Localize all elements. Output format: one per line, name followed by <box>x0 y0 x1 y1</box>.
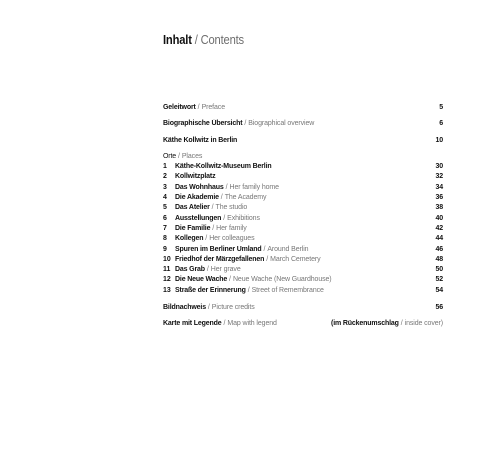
toc-entry-place[interactable]: 3 Das Wohnhaus / Her family home 34 <box>163 183 443 193</box>
entry-number: 6 <box>163 214 167 222</box>
entry-title-de: Käthe-Kollwitz-Museum Berlin <box>175 163 272 171</box>
entry-title-de: Kollwitzplatz <box>175 173 216 181</box>
entry-number: 10 <box>163 255 171 263</box>
entry-title-en: Picture credits <box>211 303 255 311</box>
page-number: 34 <box>435 183 443 191</box>
entry-title-de: Das Grab <box>175 266 205 274</box>
toc-entry-place[interactable]: 8 Kollegen / Her colleagues 44 <box>163 234 443 244</box>
entry-number: 3 <box>163 183 167 191</box>
page-number: 56 <box>435 303 443 311</box>
page-number: 54 <box>435 286 443 294</box>
toc-entry-place[interactable]: 4 Die Akademie / The Academy 36 <box>163 193 443 203</box>
entry-title-en: Map with legend <box>227 319 277 327</box>
entry-title-de: Geleitwort <box>163 104 196 111</box>
entry-title-de: Biographische Übersicht <box>163 120 243 128</box>
entry-title-en: Her family home <box>229 183 279 191</box>
toc-entry-place[interactable]: 5 Das Atelier / The studio 38 <box>163 203 443 213</box>
page-number: 6 <box>439 120 443 128</box>
toc-entry-place[interactable]: 10 Friedhof der Märzgefallenen / March Cemetery 48 <box>163 255 443 265</box>
page-reference-en: inside cover) <box>404 319 443 327</box>
entry-number: 1 <box>163 163 167 171</box>
entry-title-de: Käthe Kollwitz in Berlin <box>163 136 238 144</box>
page-number: 42 <box>435 224 443 232</box>
entry-title-de: Ausstellungen <box>175 214 222 222</box>
page-number: 10 <box>435 136 443 144</box>
entry-title-en: Neue Wache (New Guardhouse) <box>232 276 332 284</box>
entry-title-en: Biographical overview <box>248 120 315 128</box>
entry-number: 7 <box>163 224 167 232</box>
entry-number: 12 <box>163 276 171 284</box>
page-number: 40 <box>435 214 443 222</box>
entry-title-en: Street of Remembrance <box>251 286 324 294</box>
page-number: 52 <box>435 276 443 284</box>
toc-entry-place[interactable] <box>163 162 443 172</box>
toc-entry-place[interactable] <box>163 172 443 182</box>
page-number: 32 <box>435 173 443 181</box>
page-number: 30 <box>435 163 443 171</box>
entry-title-en: Her family <box>216 224 247 232</box>
toc-entry-place[interactable]: 12 Die Neue Wache / Neue Wache (New Guardhouse) 52 <box>163 275 443 285</box>
page-number: 50 <box>435 266 443 274</box>
entry-title-de: Karte mit Legende <box>163 319 222 327</box>
entry-number: 11 <box>163 266 171 274</box>
title-separator: / <box>191 32 201 47</box>
title-en: Contents <box>200 32 244 47</box>
toc-entry-place[interactable]: 6 Ausstellungen / Exhibitions 40 <box>163 214 443 224</box>
page-number: 5 <box>439 104 443 111</box>
toc-entry-biographical-overview[interactable]: Biographische Übersicht / Biographical overview 6 <box>163 119 443 129</box>
table-of-contents <box>163 103 443 329</box>
entry-title-en: March Cemetery <box>270 255 321 263</box>
entry-title-de: Spuren im Berliner Umland <box>175 245 262 253</box>
toc-entry-preface[interactable]: Geleitwort / Preface 5 <box>163 103 443 113</box>
toc-entry-picture-credits[interactable]: Bildnachweis / Picture credits 56 <box>163 303 443 313</box>
toc-entry-place[interactable]: 7 Die Familie / Her family 42 <box>163 224 443 234</box>
entry-title-de: Das Wohnhaus <box>175 183 224 191</box>
page-number: 36 <box>435 194 443 202</box>
page-number: 46 <box>435 245 443 253</box>
entry-title-en: Her colleagues <box>209 235 255 243</box>
page-title <box>163 32 244 47</box>
page-number: 44 <box>435 235 443 243</box>
toc-entry-map[interactable]: Karte mit Legende / Map with legend (im Rückenumschlag / inside cover) <box>163 319 443 329</box>
entry-title-en: Her grave <box>210 266 241 274</box>
entry-number: 2 <box>163 173 167 181</box>
entry-number: 5 <box>163 204 167 212</box>
entry-number: 9 <box>163 245 167 253</box>
entry-title-de: Friedhof der Märzgefallenen <box>175 255 265 263</box>
toc-entry-kollwitz-in-berlin[interactable] <box>163 136 443 146</box>
entry-number: 4 <box>163 194 167 202</box>
page-number: 38 <box>435 204 443 212</box>
toc-entry-place[interactable]: 11 Das Grab / Her grave 50 <box>163 265 443 275</box>
toc-section-heading-places: Orte / Places <box>163 152 203 160</box>
toc-entry-place[interactable]: 9 Spuren im Berliner Umland / Around Berlin 46 <box>163 245 443 255</box>
entry-title-en: Exhibitions <box>227 214 260 222</box>
entry-title-de: Die Neue Wache <box>175 276 228 284</box>
entry-number: 8 <box>163 235 167 243</box>
entry-title-de: Bildnachweis <box>163 303 206 311</box>
page-number: 48 <box>435 255 443 263</box>
entry-title-de: Die Akademie <box>175 194 219 202</box>
entry-title-en: Around Berlin <box>267 245 309 253</box>
entry-title-de: Die Familie <box>175 224 211 232</box>
section-title-de: Orte <box>163 152 177 160</box>
entry-title-en: Preface <box>201 104 226 111</box>
page-reference-de: (im Rückenumschlag <box>331 319 399 327</box>
entry-title-de: Kollegen <box>175 235 204 243</box>
page-reference: (im Rückenumschlag / inside cover) <box>331 319 443 327</box>
title-de: Inhalt <box>163 32 192 47</box>
toc-entry-place[interactable]: 13 Straße der Erinnerung / Street of Remembrance 54 <box>163 286 443 296</box>
entry-title-en: The Academy <box>224 194 267 202</box>
section-title-en: Places <box>181 152 203 160</box>
entry-number: 13 <box>163 286 171 294</box>
entry-title-en: The studio <box>215 204 248 212</box>
entry-title-de: Das Atelier <box>175 204 210 212</box>
entry-title-de: Straße der Erinnerung <box>175 286 246 294</box>
